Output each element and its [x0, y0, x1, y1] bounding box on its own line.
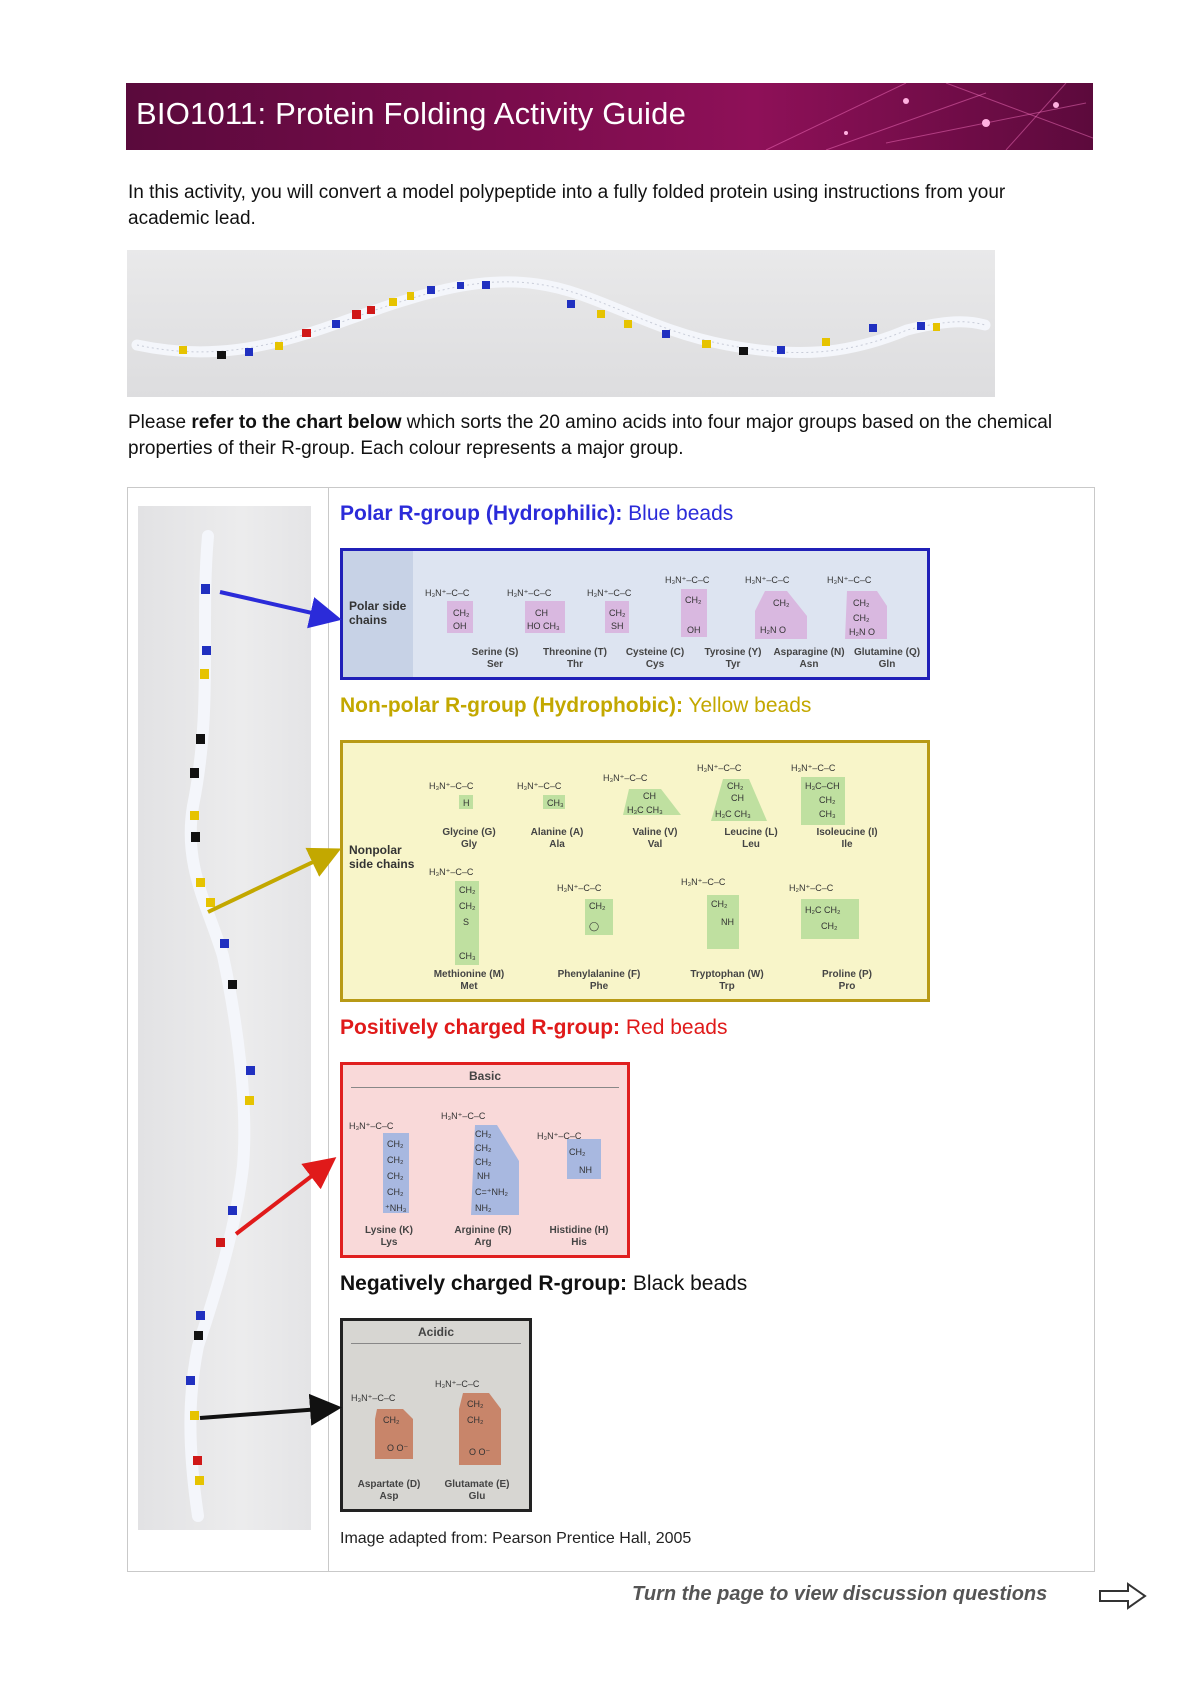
amino-acid-glutamate: Glutamate (E) Glu: [444, 1479, 510, 1502]
positive-heading-rest: Red beads: [620, 1016, 728, 1039]
svg-text:CH₂: CH₂: [387, 1139, 404, 1149]
negative-heading-bold: Negatively charged R-group:: [340, 1272, 628, 1295]
svg-text:CH₂: CH₂: [821, 921, 838, 931]
nonpolar-heading-rest: Yellow beads: [682, 694, 812, 717]
svg-text:CH₂: CH₂: [853, 598, 870, 608]
nonpolar-side-label: Nonpolar side chains: [349, 843, 415, 871]
svg-text:O O⁻: O O⁻: [469, 1447, 491, 1457]
svg-text:CH₂: CH₂: [467, 1399, 484, 1409]
svg-text:CH₂: CH₂: [589, 901, 606, 911]
polar-side-label: Polar side chains: [349, 599, 407, 627]
amino-acid-aspartate: Aspartate (D) Asp: [357, 1479, 421, 1502]
svg-text:CH₃: CH₃: [819, 809, 836, 819]
refer-prefix: Please: [128, 412, 192, 433]
svg-text:H₃N⁺–C–C: H₃N⁺–C–C: [435, 1379, 480, 1389]
svg-text:CH₂: CH₂: [711, 899, 728, 909]
svg-text:CH₃: CH₃: [547, 798, 564, 808]
svg-text:SH: SH: [611, 621, 624, 631]
svg-text:CH₂: CH₂: [685, 595, 702, 605]
svg-text:CH₂: CH₂: [467, 1415, 484, 1425]
svg-text:CH₂: CH₂: [773, 598, 790, 608]
svg-text:CH₂: CH₂: [475, 1157, 492, 1167]
amino-acid-glycine: Glycine (G) Gly: [442, 827, 496, 850]
svg-text:NH₂: NH₂: [475, 1203, 492, 1213]
arrow-black: [200, 1408, 334, 1418]
amino-acid-valine: Valine (V) Val: [632, 827, 678, 850]
polar-heading-bold: Polar R-group (Hydrophilic):: [340, 502, 623, 525]
svg-text:H₃C–CH: H₃C–CH: [805, 781, 840, 791]
svg-text:H₃C CH₃: H₃C CH₃: [715, 809, 751, 819]
svg-text:NH: NH: [477, 1171, 490, 1181]
image-credit: Image adapted from: Pearson Prentice Hall, 2005: [340, 1530, 692, 1547]
negative-heading-rest: Black beads: [627, 1272, 748, 1295]
svg-text:CH₂: CH₂: [387, 1171, 404, 1181]
svg-text:H₂N O: H₂N O: [849, 627, 875, 637]
nonpolar-heading-bold: Non-polar R-group (Hydrophobic):: [340, 694, 683, 717]
svg-text:CH₂: CH₂: [727, 781, 744, 791]
svg-text:CH₂: CH₂: [459, 901, 476, 911]
svg-text:CH₂: CH₂: [387, 1187, 404, 1197]
amino-acid-cysteine: Cysteine (C) Cys: [625, 647, 685, 670]
svg-text:H₂N O: H₂N O: [760, 625, 786, 635]
svg-text:H₃N⁺–C–C: H₃N⁺–C–C: [537, 1131, 582, 1141]
basic-panel-title: Basic: [468, 1069, 502, 1083]
svg-text:CH₂: CH₂: [853, 613, 870, 623]
svg-text:S: S: [463, 917, 470, 927]
svg-text:H₃N⁺–C–C: H₃N⁺–C–C: [745, 575, 790, 585]
svg-text:CH₃: CH₃: [459, 951, 476, 961]
svg-text:O O⁻: O O⁻: [387, 1443, 409, 1453]
amino-acid-serine: Serine (S) Ser: [471, 647, 519, 670]
svg-text:H₃N⁺–C–C: H₃N⁺–C–C: [349, 1121, 394, 1131]
svg-text:H₃N⁺–C–C: H₃N⁺–C–C: [507, 588, 552, 598]
svg-text:OH: OH: [453, 621, 467, 631]
positive-heading-bold: Positively charged R-group:: [340, 1016, 621, 1039]
amino-acid-leucine: Leucine (L) Leu: [724, 827, 778, 850]
amino-acid-tyrosine: Tyrosine (Y) Tyr: [704, 647, 762, 670]
svg-text:OH: OH: [687, 625, 701, 635]
svg-text:H₃C CH₃: H₃C CH₃: [627, 805, 663, 815]
svg-text:C=⁺NH₂: C=⁺NH₂: [475, 1187, 508, 1197]
svg-text:H₃N⁺–C–C: H₃N⁺–C–C: [681, 877, 726, 887]
svg-text:CH₂: CH₂: [387, 1155, 404, 1165]
intro-paragraph: In this activity, you will convert a model polypeptide into a fully folded protein using instructions from your academic lead.: [128, 182, 1006, 229]
svg-text:NH: NH: [721, 917, 734, 927]
svg-text:H₃N⁺–C–C: H₃N⁺–C–C: [791, 763, 836, 773]
arrow-blue: [220, 592, 334, 618]
amino-acid-tryptophan: Tryptophan (W) Trp: [690, 969, 764, 992]
svg-text:CH: CH: [731, 793, 744, 803]
amino-acid-phenylalanine: Phenylalanine (F) Phe: [557, 969, 641, 992]
svg-text:CH₂: CH₂: [609, 608, 626, 618]
polar-heading-rest: Blue beads: [622, 502, 734, 525]
svg-text:CH: CH: [535, 608, 548, 618]
amino-acid-lysine: Lysine (K) Lys: [365, 1225, 413, 1248]
svg-text:CH₂: CH₂: [383, 1415, 400, 1425]
svg-text:NH: NH: [579, 1165, 592, 1175]
page-title: BIO1011: Protein Folding Activity Guide: [136, 96, 687, 131]
svg-text:CH₂: CH₂: [459, 885, 476, 895]
svg-text:H₃N⁺–C–C: H₃N⁺–C–C: [425, 588, 470, 598]
svg-text:H₃N⁺–C–C: H₃N⁺–C–C: [827, 575, 872, 585]
arrow-yellow: [208, 852, 334, 912]
amino-acid-asparagine: Asparagine (N) Asn: [773, 647, 845, 670]
amino-acid-threonine: Threonine (T) Thr: [543, 647, 607, 670]
amino-acid-proline: Proline (P) Pro: [821, 969, 872, 992]
svg-text:CH₂: CH₂: [819, 795, 836, 805]
amino-acid-glutamine: Glutamine (Q) Gln: [853, 647, 921, 670]
svg-text:H₃N⁺–C–C: H₃N⁺–C–C: [697, 763, 742, 773]
svg-text:⁺NH₃: ⁺NH₃: [385, 1203, 407, 1213]
svg-text:HO CH₃: HO CH₃: [527, 621, 560, 631]
turn-page-note: Turn the page to view discussion questions: [632, 1583, 1048, 1605]
amino-acid-methionine: Methionine (M) Met: [433, 969, 505, 992]
acidic-panel-title: Acidic: [417, 1325, 454, 1339]
amino-acid-alanine: Alanine (A) Ala: [530, 827, 584, 850]
svg-text:H₃N⁺–C–C: H₃N⁺–C–C: [441, 1111, 486, 1121]
svg-text:CH₂: CH₂: [453, 608, 470, 618]
amino-acid-arginine: Arginine (R) Arg: [454, 1225, 512, 1248]
svg-text:H: H: [463, 798, 470, 808]
refer-bold: refer to the chart below: [191, 412, 402, 433]
svg-text:H₂N⁺–C–C: H₂N⁺–C–C: [789, 883, 834, 893]
amino-acid-histidine: Histidine (H) His: [549, 1225, 609, 1248]
svg-text:H₃N⁺–C–C: H₃N⁺–C–C: [517, 781, 562, 791]
refer-suffix: which sorts the 20 amino acids into four major groups based on the chemical properties of their R-group. Each colour represents a major group.: [128, 412, 1053, 459]
svg-text:CH₂: CH₂: [475, 1143, 492, 1153]
svg-text:CH: CH: [643, 791, 656, 801]
svg-text:H₃N⁺–C–C: H₃N⁺–C–C: [587, 588, 632, 598]
svg-text:H₃N⁺–C–C: H₃N⁺–C–C: [557, 883, 602, 893]
right-arrow-icon: [1098, 1582, 1148, 1610]
svg-text:H₃N⁺–C–C: H₃N⁺–C–C: [351, 1393, 396, 1403]
amino-acid-isoleucine: Isoleucine (I) Ile: [816, 827, 878, 850]
svg-text:CH₂: CH₂: [569, 1147, 586, 1157]
arrow-red: [236, 1162, 330, 1234]
svg-text:H₃N⁺–C–C: H₃N⁺–C–C: [429, 781, 474, 791]
svg-text:CH₂: CH₂: [475, 1129, 492, 1139]
svg-text:H₃N⁺–C–C: H₃N⁺–C–C: [603, 773, 648, 783]
svg-text:H₃N⁺–C–C: H₃N⁺–C–C: [429, 867, 474, 877]
svg-text:H₃N⁺–C–C: H₃N⁺–C–C: [665, 575, 710, 585]
svg-text:◯: ◯: [589, 921, 600, 931]
svg-text:H₂C CH₂: H₂C CH₂: [805, 905, 841, 915]
